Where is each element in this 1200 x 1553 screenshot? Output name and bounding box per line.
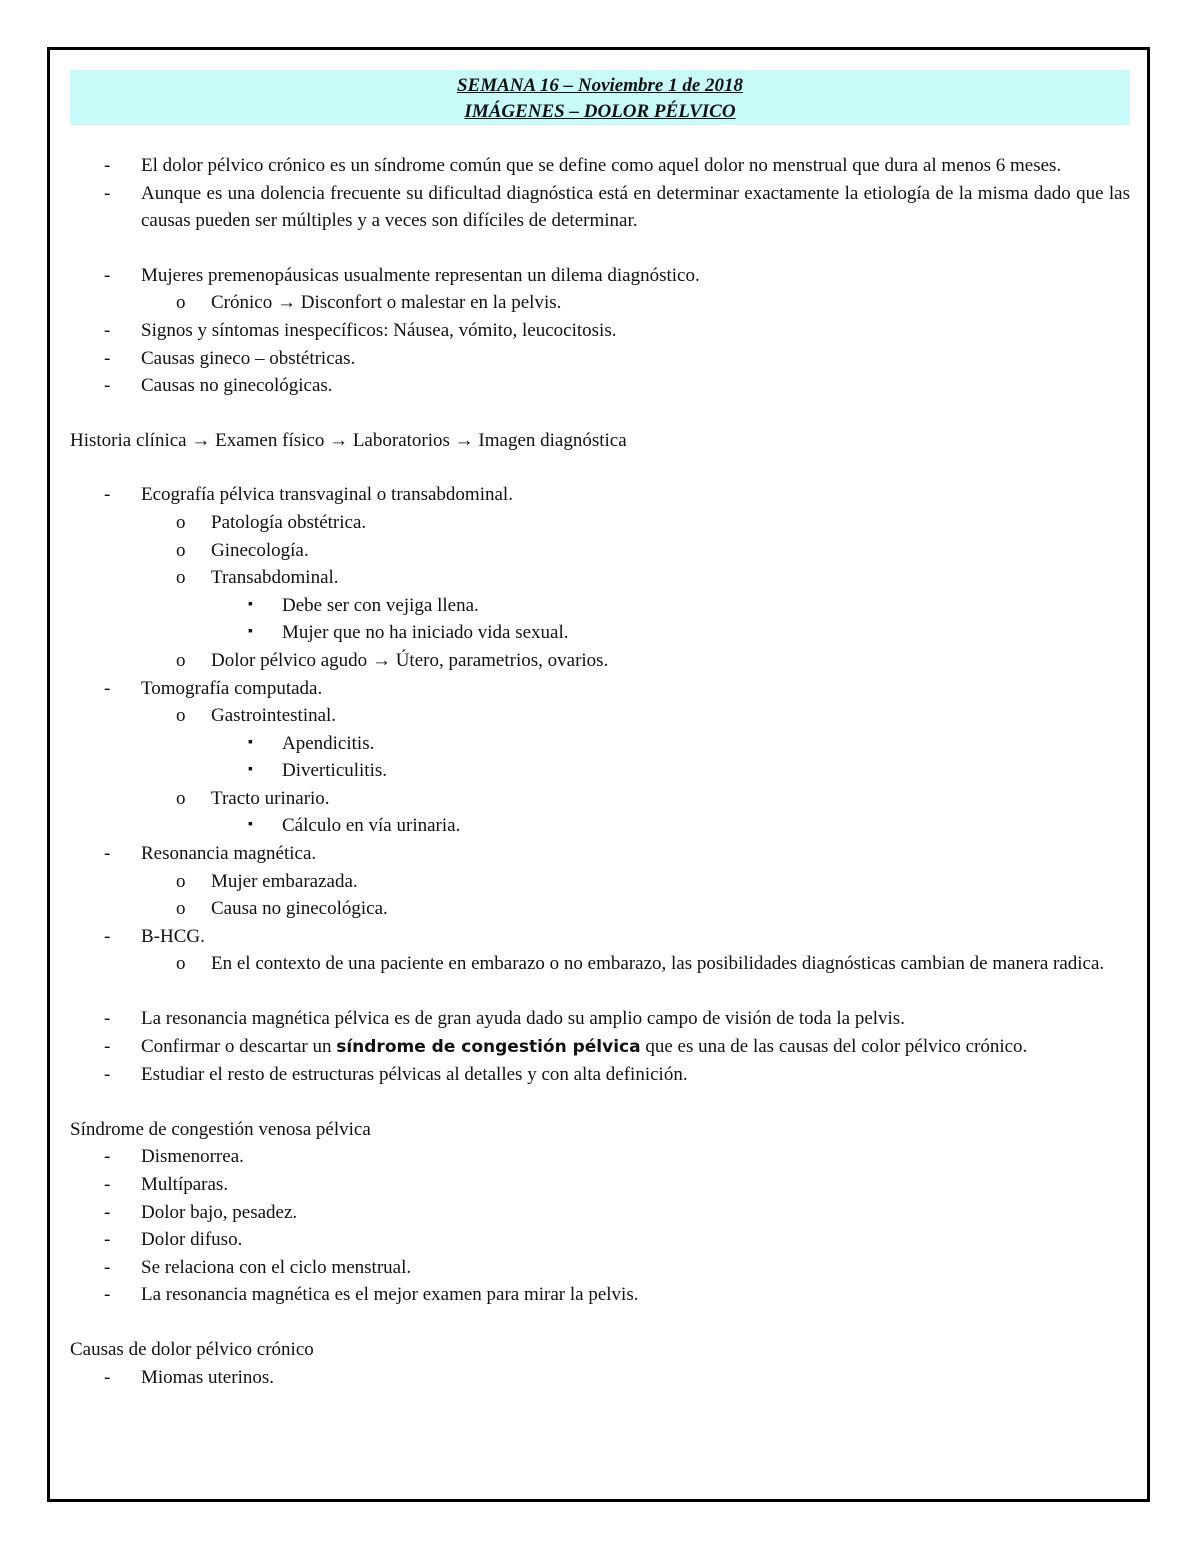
- list-item: - La resonancia magnética pélvica es de gran ayuda dado su amplio campo de visión de toda la pelvis.: [104, 1008, 905, 1030]
- arrow-icon: →: [191, 429, 211, 451]
- sub-list-item: o Crónico → Disconfort o malestar en la pelvis.: [176, 292, 562, 314]
- sub-sub-list-item: ▪ Diverticulitis.: [248, 760, 388, 782]
- header-title-topic: IMÁGENES – DOLOR PÉLVICO: [464, 101, 736, 122]
- list-item: - Causas no ginecológicas.: [104, 375, 333, 397]
- arrow-icon: →: [329, 429, 349, 451]
- list-item: - Dolor difuso.: [104, 1229, 243, 1251]
- arrow-icon: →: [276, 292, 296, 314]
- sub-sub-list-item: ▪ Debe ser con vejiga llena.: [248, 594, 479, 616]
- document-body: [70, 152, 1130, 1391]
- list-item: - Tomografía computada.: [104, 677, 323, 699]
- sub-list-item: o Dolor pélvico agudo → Útero, parametrios, ovarios.: [176, 649, 609, 671]
- list-item: - Dolor bajo, pesadez.: [104, 1201, 298, 1223]
- list-item: - B-HCG.: [104, 925, 205, 947]
- sub-list-item: o Tracto urinario.: [176, 787, 330, 809]
- list-item: - Dismenorrea.: [104, 1146, 244, 1168]
- list-item: - La resonancia magnética es el mejor examen para mirar la pelvis.: [104, 1284, 639, 1306]
- list-item: - Estudiar el resto de estructuras pélvicas al detalles y con alta definición.: [104, 1064, 688, 1086]
- sub-list-item: o En el contexto de una paciente en embarazo o no embarazo, las posibilidades diagnósticas cambian de manera radica.: [176, 953, 1105, 975]
- section-title: Causas de dolor pélvico crónico: [70, 1338, 314, 1360]
- header-title-week: SEMANA 16 – Noviembre 1 de 2018: [456, 75, 744, 96]
- sub-sub-list-item: ▪ Cálculo en vía urinaria.: [248, 815, 461, 837]
- document-header: [70, 70, 1130, 125]
- list-item: - Miomas uterinos.: [104, 1366, 274, 1388]
- section-title: Síndrome de congestión venosa pélvica: [70, 1118, 371, 1140]
- sub-sub-list-item: ▪ Apendicitis.: [248, 732, 375, 754]
- sub-list-item: o Transabdominal.: [176, 567, 339, 589]
- list-item: - Aunque es una dolencia frecuente su dificultad diagnóstica está en determinar exactamente la etiología de la misma dado que las causas pueden ser múltiples y a veces son difíciles de determinar.: [104, 182, 1130, 232]
- sub-sub-list-item: ▪ Mujer que no ha iniciado vida sexual.: [248, 622, 569, 644]
- sub-list-item: o Patología obstétrica.: [176, 511, 367, 533]
- list-item: - El dolor pélvico crónico es un síndrome común que se define como aquel dolor no menstrual que dura al menos 6 meses.: [104, 155, 1062, 176]
- list-item: - Multíparas.: [104, 1174, 229, 1195]
- sub-list-item: o Gastrointestinal.: [176, 705, 337, 727]
- sub-list-item: o Causa no ginecológica.: [176, 898, 388, 920]
- list-item: - Causas gineco – obstétricas.: [104, 347, 356, 369]
- sub-list-item: o Mujer embarazada.: [176, 870, 358, 892]
- list-item: - Signos y síntomas inespecíficos: Náusea, vómito, leucocitosis.: [104, 319, 617, 341]
- arrow-icon: →: [454, 429, 474, 451]
- arrow-icon: →: [371, 649, 391, 671]
- bold-term: síndrome de congestión pélvica: [336, 1036, 641, 1057]
- list-item: - Se relaciona con el ciclo menstrual.: [104, 1256, 412, 1278]
- diagnostic-flow: Historia clínica → Examen físico → Laboratorios → Imagen diagnóstica: [70, 429, 627, 451]
- sub-list-item: o Ginecología.: [176, 539, 309, 561]
- list-item: - Ecografía pélvica transvaginal o transabdominal.: [104, 484, 513, 506]
- list-item: - Confirmar o descartar un síndrome de congestión pélvica que es una de las causas del color pélvico crónico.: [104, 1035, 1028, 1057]
- list-item: - Resonancia magnética.: [104, 843, 317, 865]
- list-item: - Mujeres premenopáusicas usualmente representan un dilema diagnóstico.: [104, 264, 700, 286]
